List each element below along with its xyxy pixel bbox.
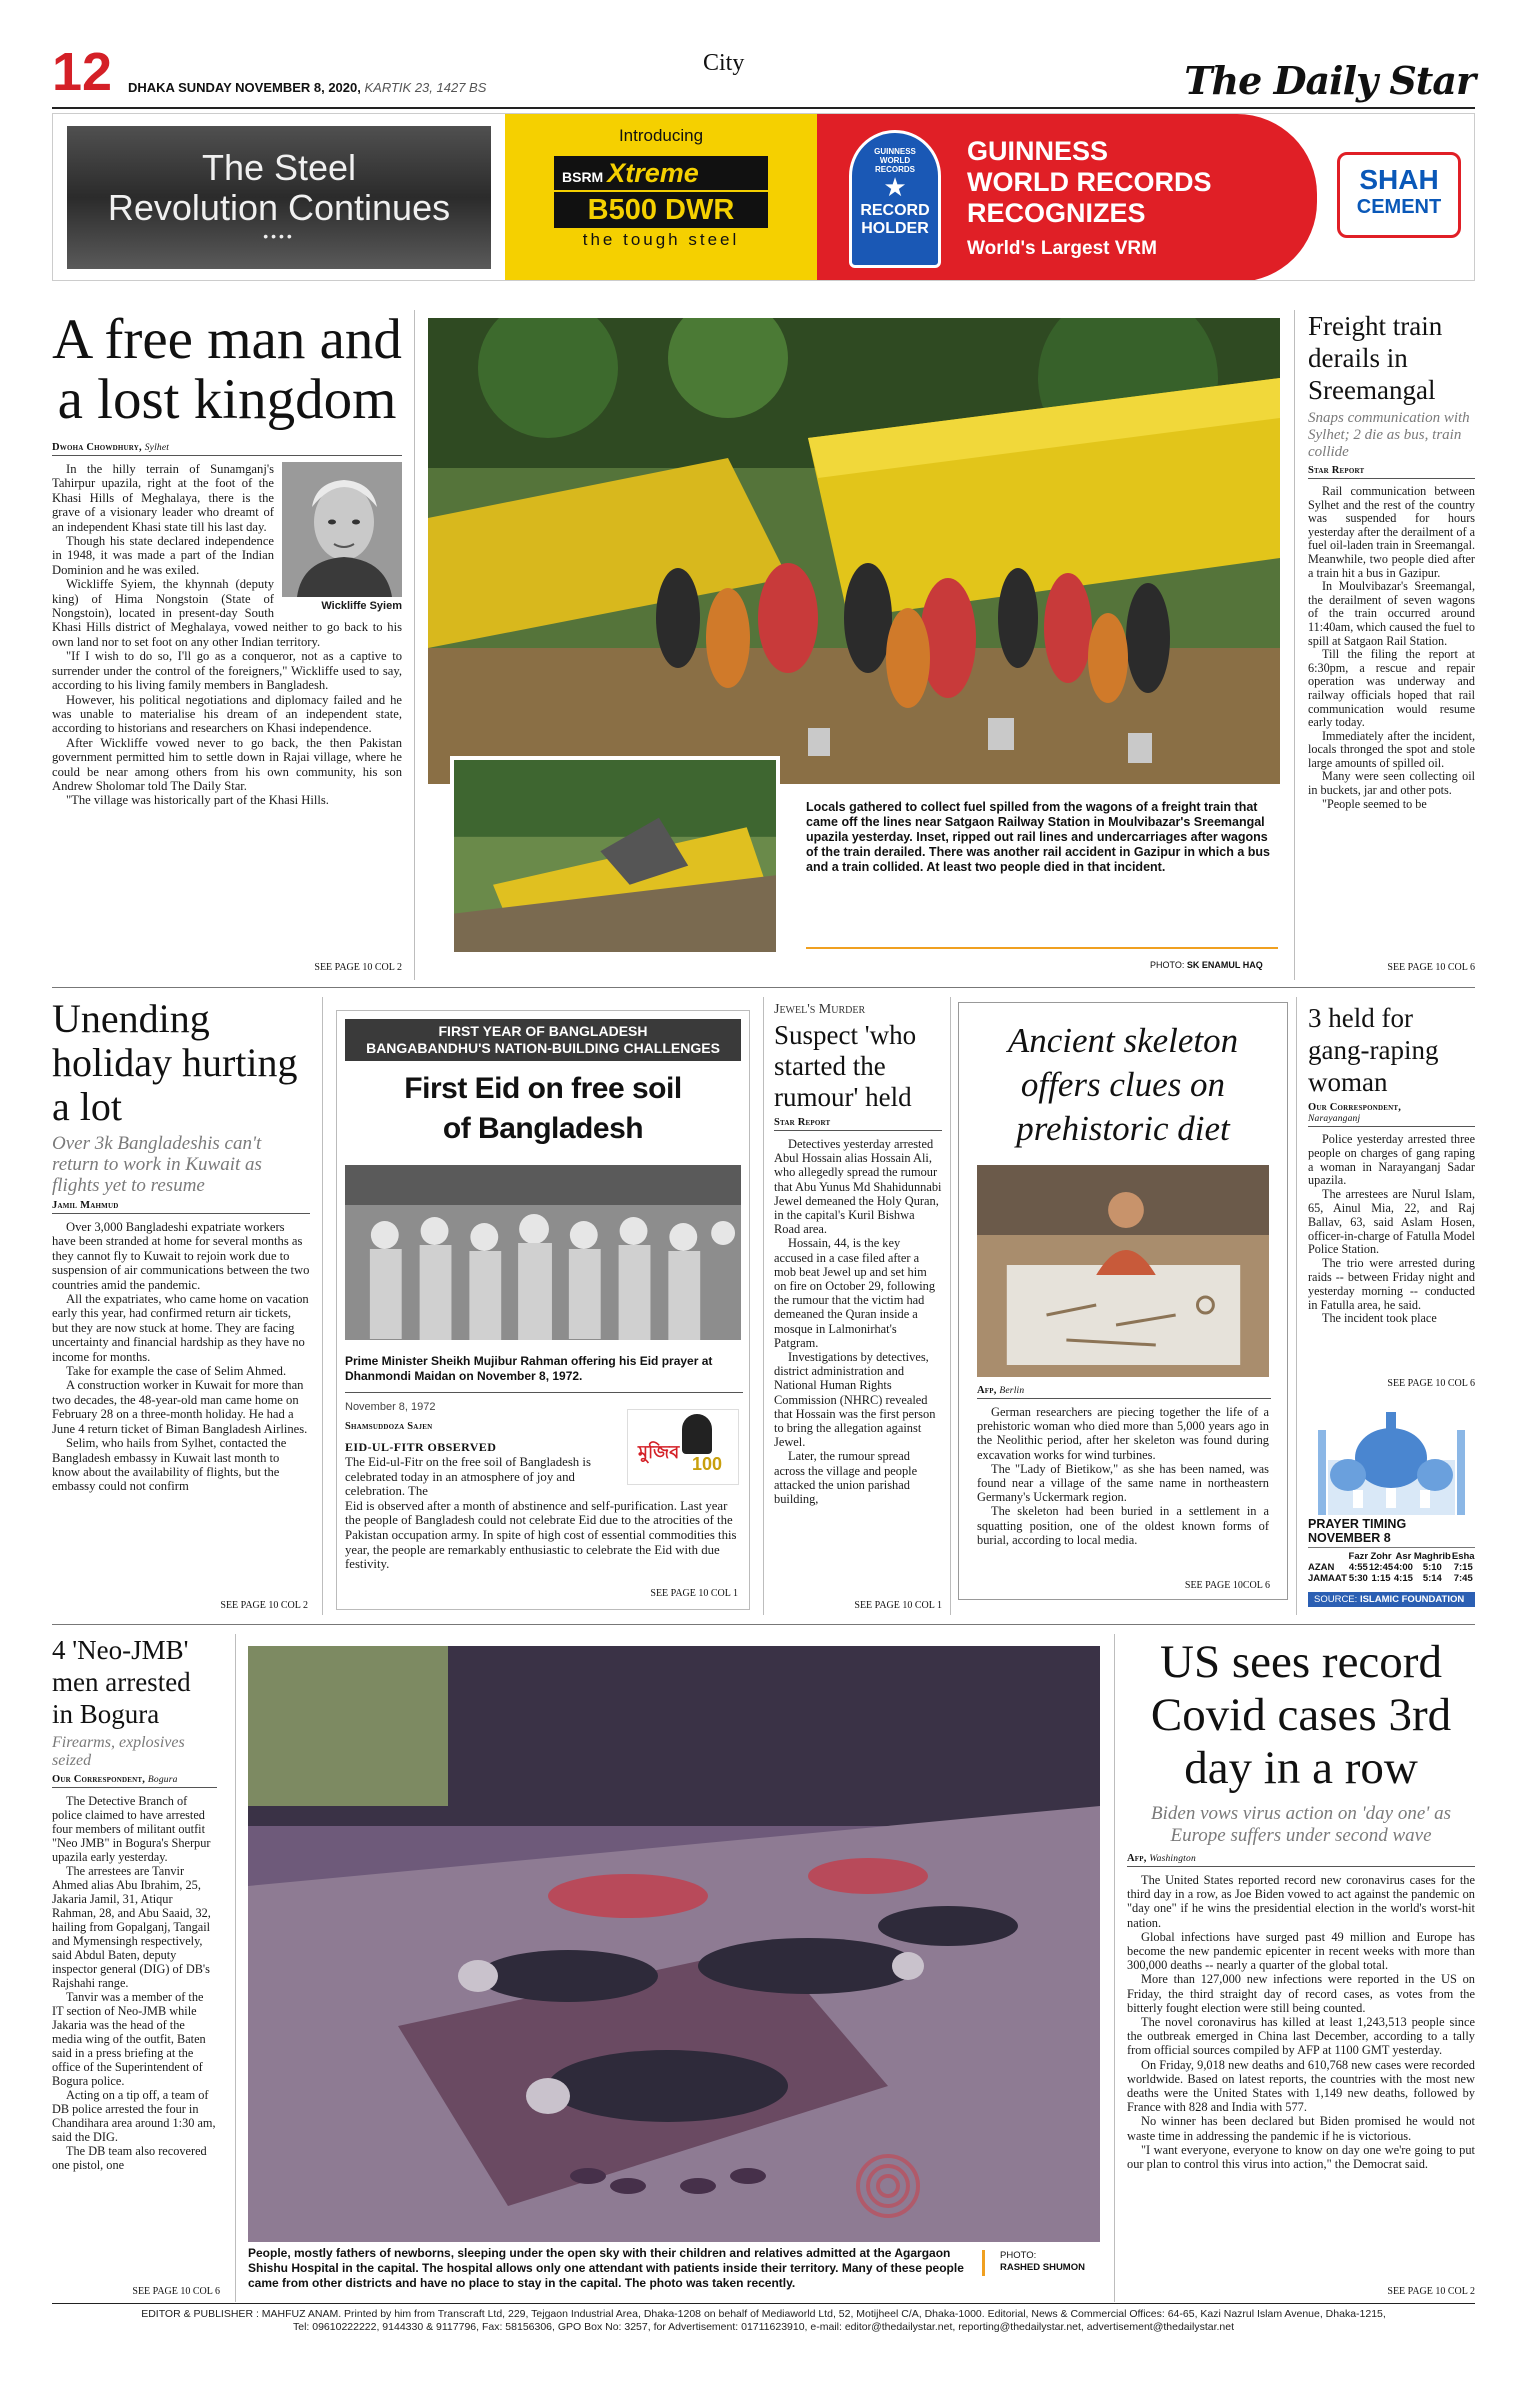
byline-place: Bogura: [147, 1775, 178, 1785]
paragraph: Many were seen collecting oil in buckets, jar and other pots.: [1308, 769, 1475, 798]
imprint-line-1: EDITOR & PUBLISHER : MAHFUZ ANAM. Printed by him from Transcraft Ltd, 229, Tejgaon Industrial Area, Dhaka-1208 on behalf of Mediaworld Ltd, 52, Motijheel C/A, Dhaka-1000. Editorial, News & Commercial Offices: 64-65, Kazi Nazrul Islam Avenue, Dhaka-1215,: [141, 2308, 1386, 2320]
paragraph: German researchers are piecing together the life of a prehistoric woman who died more than 5,000 years ago in the Neolithic period, after her skeleton was found during excavation works for wind turbines.: [977, 1405, 1269, 1462]
kicker-line-1: FIRST YEAR OF BANGLADESH: [438, 1023, 648, 1039]
source-label: SOURCE:: [1314, 1594, 1358, 1605]
byline: Shamsuddoza Sajen: [345, 1421, 433, 1432]
credit-name: SK ENAMUL HAQ: [1186, 960, 1263, 970]
byline: Jamil Mahmud: [52, 1200, 119, 1211]
story-neo-jmb: [52, 1634, 217, 2294]
dateline-date: DHAKA SUNDAY NOVEMBER 8, 2020,: [128, 80, 361, 95]
paragraph: Acting on a tip off, a team of DB police arrested the four in Chandihara area around 1:30 am, said the DIG.: [52, 2088, 216, 2144]
steel-dots: ••••: [263, 228, 295, 244]
deck: Biden vows virus action on 'day one' as Europe suffers under second wave: [1151, 1803, 1451, 1846]
paragraph: Eid is observed after a month of abstinence and self-purification. Last year the people of Bangladesh could not celebrate Eid due to the atrocities of the Pakistan occupation army. In spite of high cost of essential commodities this year, the people are remarkably enthusiastic to celebrate the Eid with due festivity.: [345, 1498, 737, 1572]
byline-place: Berlin: [999, 1386, 1025, 1396]
star-icon: ★: [883, 173, 907, 202]
byline: [1127, 1853, 1475, 1864]
paragraph: The "Lady of Bietikow," as she has been named, was found near a village of the same name in northeastern Germany's Uckermark region.: [977, 1461, 1269, 1505]
article-body: [1308, 1133, 1475, 1326]
mosque-icon: [1308, 1400, 1475, 1515]
article-body: [52, 1220, 310, 1494]
steel-tagline-1: The Steel: [201, 147, 357, 188]
record-holder-badge: [849, 130, 941, 268]
byline-name: Afp,: [977, 1385, 997, 1396]
paragraph: Hossain, 44, is the key accused in a case filed after a mob beat Jewel up and set him on fire on October 29, following the rumour that the victim had demeaned the Quran inside a mosque in Lalmonirhat's Patgram.: [774, 1236, 936, 1350]
see-page-link[interactable]: SEE PAGE 10 COL 1: [650, 1588, 738, 1599]
mujib-logo-number: 100: [692, 1454, 723, 1474]
prayer-row: [1308, 1573, 1475, 1584]
byline-place: Sylhet: [144, 443, 170, 453]
byline-name: Dwoha Chowdhury,: [52, 442, 142, 453]
paragraph: Immediately after the incident, locals thronged the spot and stole large amounts of spilled oil.: [1308, 728, 1475, 770]
headline[interactable]: Suspect 'who started the rumour' held: [774, 1020, 917, 1112]
portrait-caption: Wickliffe Syiem: [321, 600, 402, 612]
paragraph: Over 3,000 Bangladeshi expatriate workers have been stranded at home for several months as they cannot fly to Kuwait to rejoin work due to suspension of air communications between the two countries amid the pandemic.: [52, 1220, 310, 1292]
header-cell: Esha: [1451, 1551, 1475, 1562]
xtreme-label: Xtreme: [607, 158, 699, 188]
prayer-source: [1308, 1592, 1475, 1607]
paragraph: Wickliffe Syiem, the khynnah (deputy king) of Hima Nongstoin (State of Nongstoin), located in present-day South Khasi Hills district of Meghalaya, vowed neither to go back to his own land nor to set foot on any other Indian territory.: [52, 577, 402, 649]
gwr-line-2: WORLD RECORDS: [967, 167, 1212, 197]
headline[interactable]: 3 held for gang-raping woman: [1308, 1003, 1439, 1097]
caption-rule: [345, 1392, 743, 1393]
credit-name: RASHED SHUMON: [1000, 2262, 1085, 2273]
paragraph: In the hilly terrain of Sunamganj's Tahirpur upazila, right at the foot of the Khasi Hills of Meghalaya, there is the grave of a visionary leader who dreamt of an independent Khasi state till his last day.: [52, 462, 274, 534]
inset-photo-svg: [454, 760, 776, 952]
gwr-line-3: RECOGNIZES: [967, 198, 1146, 228]
paragraph: The trio were arrested during raids -- between Friday night and yesterday morning -- conducted in Fatulla area, he said.: [1308, 1256, 1475, 1312]
paragraph: The skeleton had been buried in a settlement in a squatting position, one of the oldest known forms of burial, according to local media.: [977, 1504, 1269, 1547]
section-rule: [52, 1624, 1475, 1625]
photo-credit: [1150, 960, 1263, 970]
kicker: Jewel's Murder: [774, 1002, 866, 1017]
credit-label: PHOTO:: [1000, 2250, 1037, 2261]
prayer-header-row: [1308, 1551, 1475, 1562]
headline[interactable]: 4 'Neo-JMB' men arrested in Bogura: [52, 1635, 191, 1729]
portrait-svg: [282, 462, 402, 597]
paragraph: Detectives yesterday arrested Abul Hossain alias Hossain Ali, who allegedly spread the rumour that Abu Yunus Md Shahidunnabi Jewel demeaned the Holy Quran, in the capital's Kuril Bishwa Road area.: [774, 1137, 942, 1237]
header-cell: Asr: [1395, 1551, 1412, 1562]
paragraph: Later, the rumour spread across the village and people attacked the union parishad building,: [774, 1449, 918, 1507]
byline-place: Narayanganj: [1308, 1114, 1361, 1124]
see-page-link[interactable]: SEE PAGE 10 COL 1: [854, 1600, 942, 1611]
hospital-photo-svg: [248, 1646, 1100, 2242]
byline-rule: [52, 1213, 310, 1214]
byline: [52, 1774, 217, 1785]
masthead-rule: [52, 107, 1475, 109]
paragraph: Tanvir was a member of the IT section of Neo-JMB while Jakaria was the head of the media wing of the outfit, Baten said in a press briefing at the office of the Superintendent of Bogura police.: [52, 1990, 206, 2088]
byline-rule: [1308, 478, 1475, 479]
byline-rule: [774, 1130, 942, 1131]
paragraph: The novel coronavirus has killed at least 1,243,513 people since the outbreak emerged in China last December, according to a tally from official sources compiled by AFP at 1100 GMT yesterday.: [1127, 2015, 1475, 2058]
date-line: November 8, 1972: [345, 1401, 436, 1413]
headline[interactable]: US sees record Covid cases 3rd day in a row: [1150, 1636, 1452, 1794]
paragraph: In Moulvibazar's Sreemangal, the derailment of seven wagons of the train occurred around 11:40am, which caused the fuel to spill at Satgaon Rail Station.: [1308, 579, 1475, 648]
photo-credit: [1000, 2250, 1085, 2274]
kicker-banner: [345, 1019, 741, 1061]
mujib-100-logo: [627, 1409, 739, 1485]
photo-caption: Locals gathered to collect fuel spilled from the wagons of a freight train that came off the lines near Satgaon Railway Station in Moulvibazar's Sreemangal upazila yesterday. Inset, ripped out rail lines and undercarriages after wagons of the train derailed. There was another rail accident in Gazipur in which a bus and a train collided. At least two people died in that incident.: [806, 800, 1270, 874]
skeleton-photo-svg: [977, 1165, 1269, 1377]
dateline: [128, 80, 486, 95]
steel-tagline-2: Revolution Continues: [107, 187, 451, 228]
bsrm-ad: [505, 114, 817, 281]
badge-record: RECORD: [860, 202, 930, 219]
time-cell: 4:55: [1348, 1562, 1368, 1573]
article-body: [1127, 1873, 1475, 2171]
paragraph: More than 127,000 new infections were reported in the US on Friday, the third straight day of record cases, as votes from the bitterly fought election were still being counted.: [1127, 1972, 1475, 2015]
paragraph: Investigations by detectives, district administration and National Human Rights Commission (NHRC) revealed that Hossain was the first person to bring the allegation against Jewel.: [774, 1350, 936, 1450]
train-photo: [428, 318, 1280, 784]
section-rule: [52, 987, 1475, 988]
story-free-man: [52, 310, 402, 980]
prayer-table: [1308, 1551, 1475, 1584]
headline[interactable]: Ancient skeleton offers clues on prehistoric diet: [1007, 1021, 1239, 1148]
row-label: JAMAAT: [1308, 1573, 1347, 1584]
time-cell: 5:10: [1422, 1562, 1442, 1573]
subhead: EID-UL-FITR OBSERVED: [345, 1440, 497, 1454]
prayer-rule: [1308, 1547, 1475, 1548]
portrait-photo: [282, 462, 402, 597]
bsrm-label: BSRM: [562, 169, 604, 185]
byline-rule: [1308, 1126, 1475, 1127]
byline: [52, 442, 402, 453]
byline-name: Our Correspondent,: [52, 1774, 146, 1785]
prayer-timing-box: [1308, 1400, 1475, 1615]
article-body: [774, 1137, 942, 1506]
story-kuwait-workers: [52, 997, 310, 1615]
column-rule: [1294, 310, 1295, 980]
gwr-line-1: GUINNESS: [967, 136, 1109, 166]
imprint-line-2: Tel: 09610222222, 9144330 & 9117796, Fax: 58156306, GPO Box No: 3257, for Advertisement: 01711623910, e-mail: editor@thedailystar.net, reporting@thedailystar.net, advertisement@thedailystar.net: [292, 2321, 1235, 2333]
xtreme-logo-box: [554, 156, 768, 190]
header-cell: [1308, 1551, 1348, 1562]
byline-name: Our Correspondent,: [1308, 1102, 1402, 1113]
page-number: 12: [52, 42, 113, 102]
paragraph: Take for example the case of Selim Ahmed.: [66, 1364, 287, 1379]
headline[interactable]: Freight train derails in Sreemangal: [1308, 311, 1443, 405]
hospital-photo: [248, 1646, 1100, 2242]
cement-label: CEMENT: [1356, 196, 1442, 218]
eid-photo-svg: [345, 1165, 741, 1340]
eid-prayer-photo: [345, 1165, 741, 1340]
paragraph: Global infections have surged past 49 million and Europe has become the new pandemic epicenter in recent weeks with more than 300,000 deaths -- nearly a quarter of the global total.: [1127, 1929, 1475, 1973]
byline-name: Afp,: [1127, 1853, 1147, 1864]
see-page-link[interactable]: SEE PAGE 10 COL 6: [1387, 962, 1475, 973]
column-rule: [1296, 997, 1297, 1615]
byline-place: Washington: [1149, 1854, 1196, 1864]
see-page-link[interactable]: SEE PAGE 10 COL 2: [220, 1600, 308, 1611]
tough-steel-label: the tough steel: [582, 230, 740, 249]
shah-label: SHAH: [1359, 164, 1439, 195]
byline: Star Report: [774, 1117, 831, 1128]
ad-strip: [52, 113, 1475, 281]
deck: Firearms, explosives seized: [52, 1734, 185, 1769]
paragraph: After Wickliffe vowed never to go back, the then Pakistan government permitted him to settle down in Rajai village, where he could be near among others from his own community, his son Andrew Sholomar told The Daily Star.: [52, 735, 402, 793]
story-gang-rape: [1308, 1002, 1475, 1392]
column-rule: [322, 997, 323, 1615]
paragraph: The arrestees are Tanvir Ahmed alias Abu Ibrahim, 25, Jakaria Jamil, 31, Atiqur Rahman, 28, and Abu Saaid, 32, hailing from Gopalganj, Tangail and Mymensingh respectively, said Abdul Baten, deputy inspector general (DIG) of DB's Rajshahi range.: [52, 1864, 211, 1990]
caption-rule: [806, 947, 1278, 949]
column-rule: [235, 1634, 236, 2302]
paragraph: No winner has been declared but Biden promised he would not waste time in addressing the pandemic if he is victorious.: [1127, 2114, 1475, 2143]
time-cell: 7:45: [1453, 1573, 1473, 1584]
photo-caption: People, mostly fathers of newborns, sleeping under the open sky with their children and relatives admitted at the Agargaon Shishu Hospital in the capital. The hospital allows only one attendant with patients inside their territory. Many of these people came from other districts and have no place to stay in the capital. The photo was taken recently.: [248, 2246, 964, 2290]
header-cell: Zohr: [1370, 1551, 1392, 1562]
column-rule: [1114, 1634, 1115, 2302]
paragraph: The Eid-ul-Fitr on the free soil of Bangladesh is celebrated today in an atmosphere of joy and celebration. The: [345, 1455, 591, 1499]
article-body: [1308, 485, 1475, 811]
see-page-link[interactable]: SEE PAGE 10COL 6: [1184, 1580, 1270, 1591]
headline[interactable]: A free man and a lost kingdom: [52, 308, 402, 431]
imprint: [52, 2308, 1475, 2334]
story-first-eid: [336, 1010, 750, 1610]
header-cell: Fazr: [1348, 1551, 1369, 1562]
header-cell: Maghrib: [1413, 1551, 1451, 1562]
paragraph: "I want everyone, everyone to know on day one we're going to put our plan to control this virus into action," the Democrat said.: [1127, 2142, 1475, 2172]
article-body: [52, 462, 402, 808]
paragraph: "People seemed to be: [1322, 796, 1427, 811]
time-cell: 4:15: [1393, 1573, 1413, 1584]
skeleton-photo: [977, 1165, 1269, 1377]
paragraph: The arrestees are Nurul Islam, 65, Ainul Mia, 22, and Raj Ballav, 63, said Aslam Hosen, officer-in-charge of Fatulla Model Police Station.: [1308, 1187, 1475, 1257]
deck: Snaps communication with Sylhet; 2 die as bus, train collide: [1308, 410, 1470, 460]
paragraph: Selim, who hails from Sylhet, contacted the Bangladesh embassy in Kuwait last month to know about the availability of flights, but the embassy could not confirm: [52, 1436, 287, 1494]
paragraph: Though his state declared independence in 1948, it was made a part of the Indian Dominion and he was exiled.: [52, 534, 274, 577]
byline-rule: [1127, 1866, 1475, 1867]
see-page-link[interactable]: SEE PAGE 10 COL 2: [1387, 2286, 1475, 2297]
time-cell: 5:30: [1348, 1573, 1368, 1584]
headline[interactable]: First Eid on free soil of Bangladesh: [404, 1072, 682, 1145]
paragraph: The Detective Branch of police claimed to have arrested four members of militant outfit "Neo JMB" in Bogura's Sherpur upazila early yesterday.: [52, 1794, 211, 1864]
time-cell: 5:14: [1422, 1573, 1442, 1584]
column-rule: [763, 997, 764, 1615]
article-body: [52, 1794, 217, 2172]
introducing-label: Introducing: [618, 126, 704, 145]
paragraph: Till the filing the report at 6:30pm, a rescue and repair operation was underway and railway officials hoped that rail communication would resume early today.: [1308, 647, 1475, 730]
see-page-link[interactable]: SEE PAGE 10 COL 6: [132, 2286, 220, 2297]
byline-rule: [977, 1398, 1271, 1399]
story-ancient-skeleton: [958, 1002, 1288, 1600]
paragraph: A construction worker in Kuwait for more than two decades, the 48-year-old man came home on February 28 on a three-month holiday. He had a June 4 return ticket of Biman Bangladesh Airlines.: [52, 1378, 308, 1436]
story-jewel-murder: [774, 1002, 942, 1614]
photo-caption: Prime Minister Sheikh Mujibur Rahman offering his Eid prayer at Dhanmondi Maidan on November 8, 1972.: [345, 1354, 713, 1383]
paragraph: The United States reported record new coronavirus cases for the third day in a row, as Joe Biden vowed to act against the pandemic on "day one" if he wins the presidential election in the world's worst-hit nation.: [1127, 1873, 1475, 1930]
byline: [1308, 1102, 1475, 1124]
byline-rule: [52, 455, 402, 456]
newspaper-logo: The Daily Star: [1184, 58, 1475, 103]
time-cell: 4:00: [1393, 1562, 1413, 1573]
see-page-link[interactable]: SEE PAGE 10 COL 2: [314, 962, 402, 973]
silhouette-icon: [682, 1414, 712, 1454]
byline-rule: [52, 1787, 217, 1788]
paragraph: All the expatriates, who came home on vacation early this year, had confirmed return air tickets, but they are now stuck at home. They are facing uncertainty and financial hardship as they have no income for months.: [52, 1292, 309, 1364]
section-name: City: [703, 50, 745, 76]
story-freight-train: [1308, 310, 1475, 980]
footer-rule: [52, 2303, 1475, 2304]
paragraph: The incident took place: [1322, 1311, 1437, 1326]
credit-divider: [982, 2250, 985, 2276]
source-name: ISLAMIC FOUNDATION: [1359, 1594, 1465, 1605]
column-rule: [950, 997, 951, 1615]
credit-label: PHOTO:: [1150, 960, 1185, 970]
row-label: AZAN: [1308, 1562, 1335, 1573]
dateline-bangla: KARTIK 23, 1427 BS: [364, 80, 487, 95]
paragraph: Rail communication between Sylhet and the rest of the country was suspended for hours yesterday after the derailment of a fuel oil-laden train in Sreemangal. Meanwhile, two people died after a train hit a bus in Gazipur.: [1308, 484, 1475, 580]
badge-top: GUINNESS WORLD RECORDS: [874, 147, 916, 174]
story-us-covid: [1127, 1636, 1475, 2296]
badge-holder: HOLDER: [861, 220, 929, 237]
prayer-row: [1308, 1562, 1475, 1573]
deck: Over 3k Bangladeshis can't return to work in Kuwait as flights yet to resume: [52, 1133, 262, 1196]
column-rule: [414, 310, 415, 980]
paragraph: "If I wish to do so, I'll go as a conqueror, not as a captive to surrender under the control of the foreigners," Wickliffe used to say, according to his living family members in Bangladesh.: [52, 649, 402, 693]
mujib-logo-text: মুজিব: [638, 1442, 680, 1462]
see-page-link[interactable]: SEE PAGE 10 COL 6: [1387, 1378, 1475, 1389]
article-body: [977, 1405, 1269, 1547]
steel-ad: [67, 126, 491, 269]
byline: [977, 1385, 1269, 1396]
kicker-line-2: BANGABANDHU'S NATION-BUILDING CHALLENGES: [366, 1040, 720, 1056]
time-cell: 12:45: [1368, 1562, 1394, 1573]
train-photo-svg: [428, 318, 1280, 784]
guinness-ad: [817, 114, 1475, 281]
paragraph: "The village was historically part of the Khasi Hills.: [66, 793, 329, 808]
mosque-svg: [1308, 1400, 1475, 1515]
time-cell: 1:15: [1371, 1573, 1391, 1584]
paragraph: On Friday, 9,018 new deaths and 610,768 new cases were recorded worldwide. Based on latest reports, the countries with the most new deaths were the United States with 1,149 new deaths, followed by France with 828 and India with 577.: [1127, 2057, 1475, 2115]
paragraph: The DB team also recovered one pistol, one: [52, 2144, 207, 2172]
byline: Star Report: [1308, 465, 1365, 476]
gwr-subline: World's Largest VRM: [967, 238, 1157, 259]
paragraph: Police yesterday arrested three people on charges of gang raping a woman in Narayanganj Sadar upazila.: [1308, 1132, 1475, 1188]
inset-photo: [450, 756, 780, 956]
time-cell: 7:15: [1453, 1562, 1473, 1573]
portrait-box: [282, 462, 402, 613]
paragraph: However, his political negotiations and diplomacy failed and he was unable to materialise his dream of an independent state, according to historians and researchers on Khasi independence.: [52, 692, 402, 736]
shah-cement-logo: [1337, 152, 1461, 238]
headline[interactable]: Unending holiday hurting a lot: [52, 996, 298, 1129]
prayer-title: PRAYER TIMING NOVEMBER 8: [1308, 1517, 1407, 1545]
product-name: B500 DWR: [554, 192, 768, 228]
